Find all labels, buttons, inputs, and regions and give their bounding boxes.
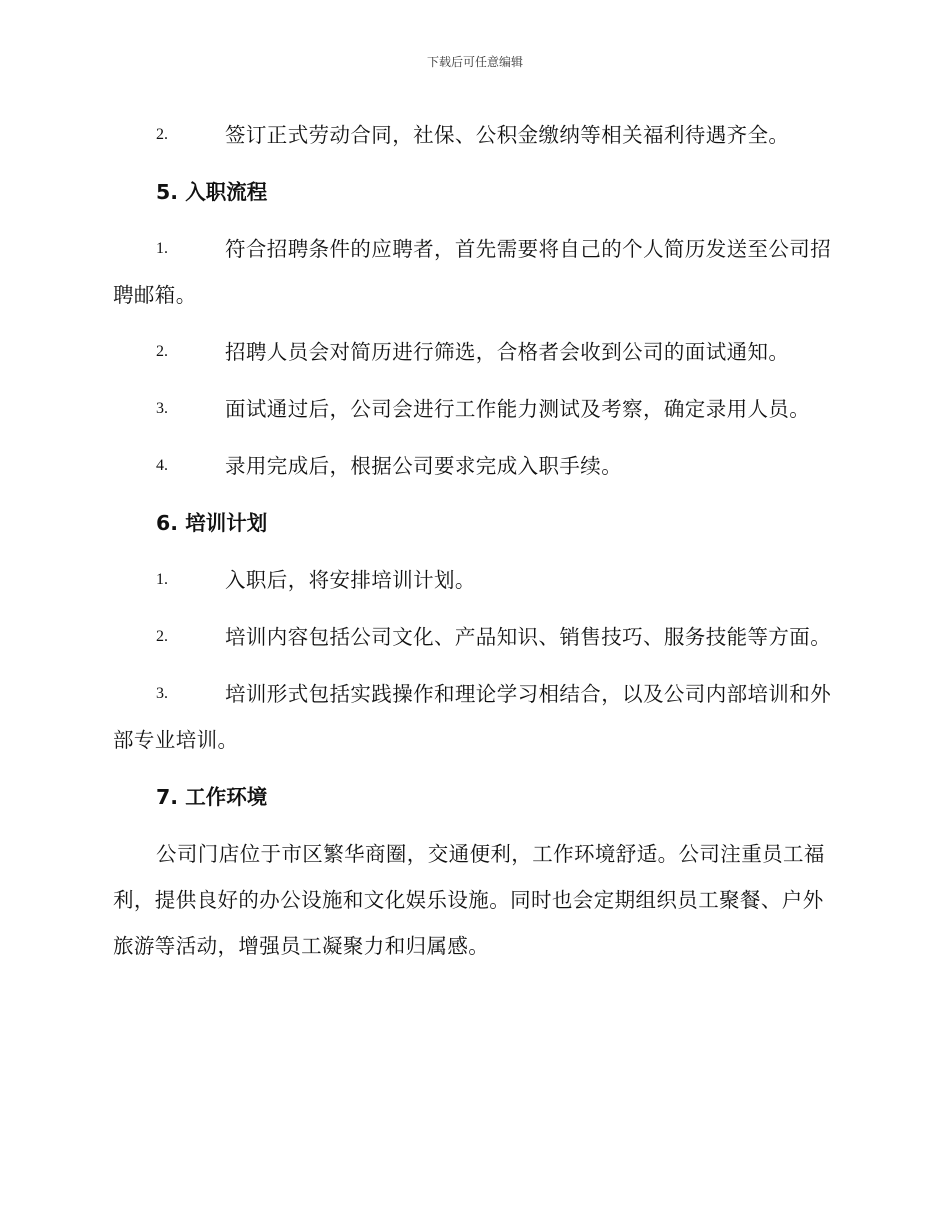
list-number: 4.	[156, 457, 168, 474]
list-text: 培训内容包括公司文化、产品知识、销售技巧、服务技能等方面。	[225, 625, 832, 649]
section-heading-training: 6. 培训计划	[156, 511, 268, 535]
list-item	[113, 671, 835, 763]
list-text: 录用完成后，根据公司要求完成入职手续。	[225, 454, 623, 478]
list-text: 培训形式包括实践操作和理论学习相结合，以及公司内部培训和外部专业培训。	[113, 682, 832, 752]
section-heading-onboarding: 5. 入职流程	[156, 180, 268, 204]
list-number: 1.	[156, 240, 168, 257]
page-header: 下载后可任意编辑	[426, 55, 523, 69]
document-body	[113, 112, 835, 969]
list-item	[113, 329, 835, 375]
list-number: 2.	[156, 628, 168, 645]
list-item	[113, 614, 835, 660]
list-text: 入职后，将安排培训计划。	[225, 568, 476, 592]
list-text: 面试通过后，公司会进行工作能力测试及考察，确定录用人员。	[225, 397, 811, 421]
list-item	[113, 226, 835, 318]
list-item	[113, 557, 835, 603]
list-number: 1.	[156, 571, 168, 588]
body-paragraph: 公司门店位于市区繁华商圈，交通便利，工作环境舒适。公司注重员工福利，提供良好的办公设施和文化娱乐设施。同时也会定期组织员工聚餐、户外旅游等活动，增强员工凝聚力和归属感。	[113, 842, 825, 958]
list-item	[113, 386, 835, 432]
list-text: 招聘人员会对简历进行筛选，合格者会收到公司的面试通知。	[225, 340, 790, 364]
list-number: 2.	[156, 343, 168, 360]
list-text: 符合招聘条件的应聘者，首先需要将自己的个人简历发送至公司招聘邮箱。	[113, 237, 832, 307]
section-heading-work-environment: 7. 工作环境	[156, 785, 268, 809]
list-text: 签订正式劳动合同，社保、公积金缴纳等相关福利待遇齐全。	[225, 123, 790, 147]
list-item	[113, 112, 835, 158]
list-number: 2.	[156, 126, 168, 143]
list-number: 3.	[156, 400, 168, 417]
list-number: 3.	[156, 685, 168, 702]
list-item	[113, 443, 835, 489]
